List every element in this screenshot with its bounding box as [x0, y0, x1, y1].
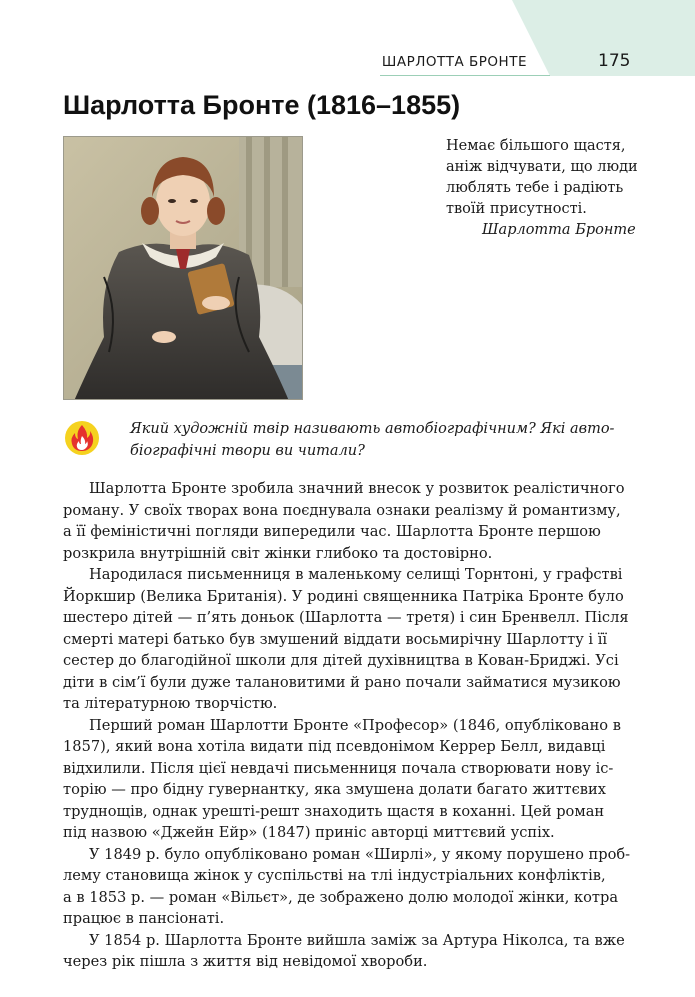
epigraph-line: Немає більшого щастя, [446, 138, 626, 154]
question-text [130, 419, 630, 462]
running-title: ШАРЛОТТА БРОНТЕ [381, 54, 527, 70]
text-line: лему становища жінок у суспільстві на тлі індустріальних конфліктів, [63, 867, 606, 884]
text-line: відхилили. Після цієї невдачі письменниця почала створювати нову іс- [63, 759, 614, 777]
paragraph [63, 715, 629, 844]
epigraph-line: твоїй присутності. [446, 201, 587, 217]
text-line: сестер до благодійної школи для дітей духівництва в Кован-Бриджі. Усі [63, 652, 619, 669]
text-line: Перший роман Шарлотти Бронте «Професор» (1846, опубліковано в [89, 716, 621, 734]
fire-icon [64, 420, 100, 456]
epigraph [446, 136, 646, 241]
body-text [63, 478, 629, 973]
text-line: діти в сім’ї були дуже талановитими й рано почали займатися музикою [63, 673, 621, 691]
text-line: через рік пішла з життя від невідомої хвороби. [63, 953, 428, 970]
paragraph [63, 844, 629, 930]
epigraph-line: люблять тебе і радіють [446, 180, 624, 196]
text-line: труднощів, однак урешті-решт знаходить щастя в коханні. Цей роман [63, 802, 605, 820]
paragraph [63, 930, 629, 973]
page-title: Шарлотта Бронте (1816–1855) [63, 90, 461, 120]
question-line: біографічні твори ви читали? [130, 442, 365, 459]
portrait-image [63, 136, 303, 400]
text-line: У 1854 р. Шарлотта Бронте вийшла заміж за Артура Ніколса, та вже [89, 931, 625, 949]
text-line: а в 1853 р. — роман «Вільєт», де зображено долю молодої жінки, котра [63, 888, 619, 906]
text-line: У 1849 р. було опубліковано роман «Ширлі», у якому порушено проб- [89, 845, 631, 863]
text-line: Йоркшир (Велика Британія). У родині священника Патріка Бронте було [63, 587, 624, 605]
text-line: смерті матері батько був змушений віддати восьмирічну Шарлотту і її [63, 630, 608, 648]
text-line: а її феміністичні погляди випередили час. Шарлотта Бронте першою [63, 523, 601, 540]
paragraph [63, 564, 629, 715]
portrait-drawing [64, 137, 303, 400]
text-line: працює в пансіонаті. [63, 910, 225, 927]
paragraph [63, 478, 629, 564]
text-line: та літературною творчістю. [63, 695, 278, 712]
text-line: під назвою «Джейн Ейр» (1847) приніс авторці миттєвий успіх. [63, 824, 555, 841]
epigraph-author: Шарлотта Бронте [482, 222, 636, 238]
question-line: Який художній твір називають автобіографічним? Які авто- [130, 421, 615, 437]
text-line: розкрила внутрішній світ жінки глибоко та достовірно. [63, 544, 493, 562]
epigraph-line: аніж відчувати, що люди [446, 159, 638, 175]
text-line: 1857), який вона хотіла видати під псевдонімом Керрер Белл, видавці [63, 738, 606, 755]
text-line: роману. У своїх творах вона поєднувала ознаки реалізму й романтизму, [63, 501, 621, 519]
text-line: Народилася письменниця в маленькому селищі Торнтоні, у графстві [89, 566, 623, 583]
text-line: шестеро дітей — п’ять доньок (Шарлотта — третя) і син Бренвелл. Після [63, 609, 629, 626]
text-line: Шарлотта Бронте зробила значний внесок у розвиток реалістичного [89, 480, 625, 497]
header-band [0, 0, 695, 76]
page-number: 175 [598, 51, 631, 71]
text-line: торію — про бідну гувернантку, яка змушена долати багато життєвих [63, 781, 606, 798]
